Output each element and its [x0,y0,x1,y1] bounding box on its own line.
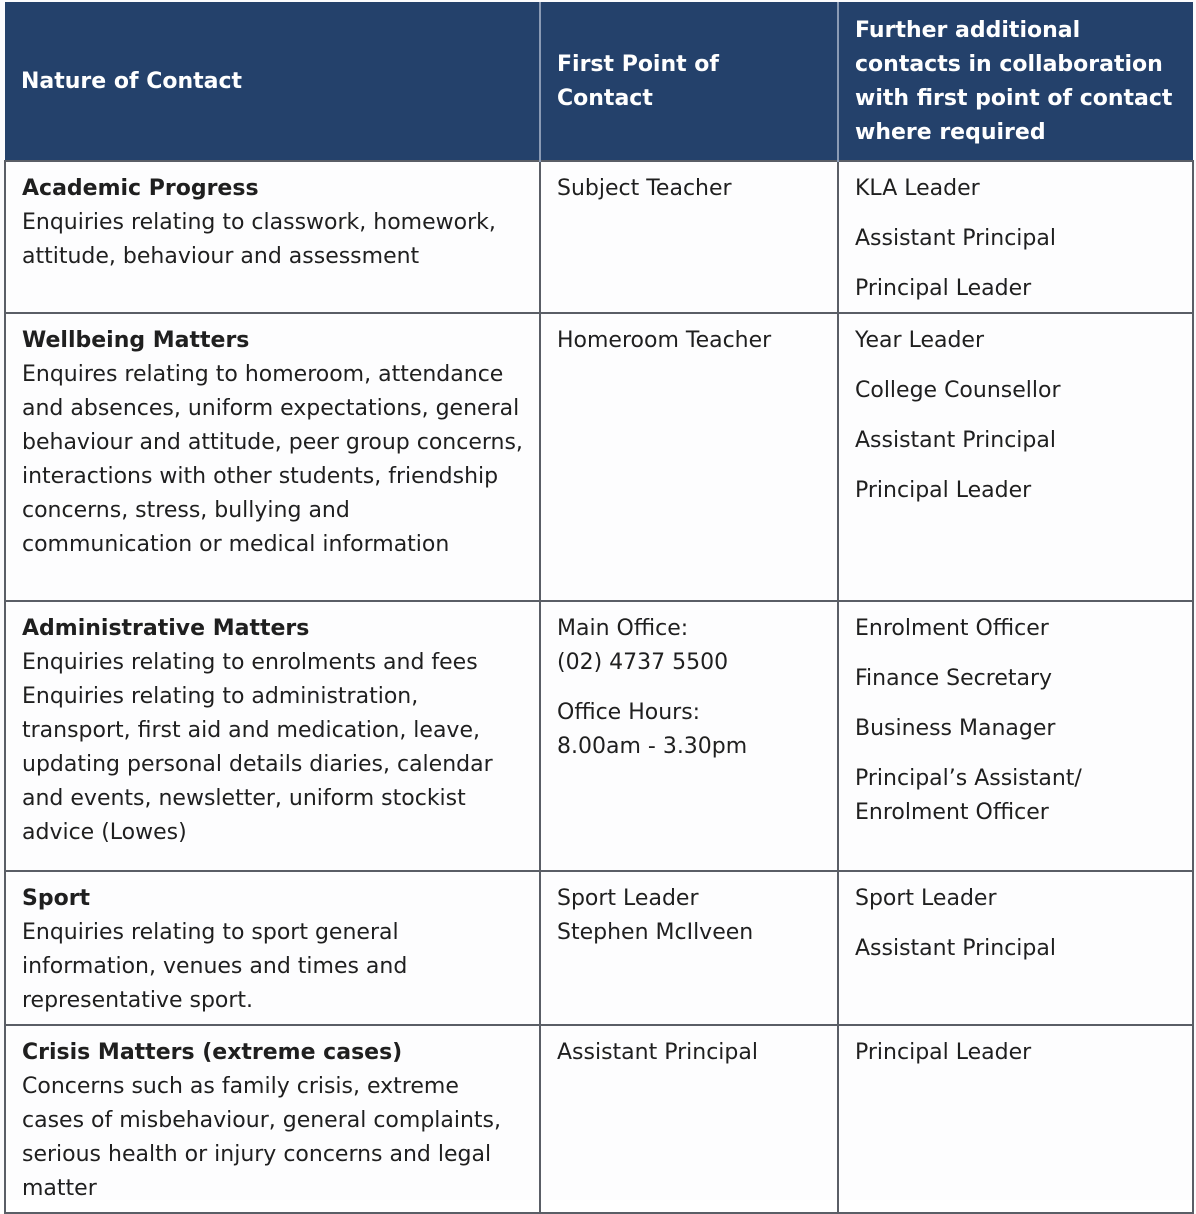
nature-cell [5,601,540,871]
further-contact: Principal Leader [855,478,1032,503]
header-nature-of-contact: Nature of Contact [5,2,540,161]
topic-title: Academic Progress [22,176,259,201]
first-contact-name: Stephen McIlveen [557,920,754,945]
topic-description-secondary: Enquiries relating to administration, transport, first aid and medication, leave, updating personal details diaries, calendar and events, newsletter, uniform stockist advice (Lowes) [22,684,493,845]
first-contact-hours: 8.00am - 3.30pm [557,734,748,759]
table-row [5,601,1193,871]
contact-table [4,2,1194,1214]
topic-title: Wellbeing Matters [22,328,250,353]
first-contact-cell [540,601,838,871]
further-contact: Principal’s Assistant/ Enrolment Officer [855,766,1082,825]
first-contact-office-label: Main Office: [557,616,689,641]
header-first-point-of-contact: First Point of Contact [540,2,838,161]
topic-description: Enquiries relating to classwork, homework, attitude, behaviour and assessment [22,210,496,269]
further-contact: Enrolment Officer [855,616,1049,641]
first-contact-cell [540,313,838,601]
nature-cell [5,161,540,313]
table-row [5,313,1193,601]
table-body [5,161,1193,1213]
table-row [5,1025,1193,1213]
first-contact: Sport Leader [557,886,699,911]
nature-cell [5,871,540,1025]
table-row [5,871,1193,1025]
further-contact: KLA Leader [855,176,980,201]
table-header [5,2,1193,161]
further-contact: Assistant Principal [855,428,1056,453]
topic-title: Sport [22,886,91,911]
nature-cell [5,313,540,601]
header-further-contacts: Further additional contacts in collaboration with first point of contact where required [838,2,1193,161]
further-contact: Assistant Principal [855,936,1056,961]
topic-description: Enquiries relating to enrolments and fees [22,650,478,675]
further-contact: College Counsellor [855,378,1061,403]
first-contact: Homeroom Teacher [557,328,772,353]
further-contact: Sport Leader [855,886,997,911]
further-contacts-cell [838,871,1193,1025]
first-contact: Assistant Principal [557,1040,758,1065]
first-contact-phone: (02) 4737 5500 [557,650,729,675]
first-contact-cell [540,871,838,1025]
topic-description: Enquires relating to homeroom, attendance and absences, uniform expectations, general behaviour and attitude, peer group concerns, interactions with other students, friendship concerns, stress, bullying and communication or medical information [22,362,523,557]
first-contact-cell [540,1025,838,1213]
topic-title: Crisis Matters (extreme cases) [22,1040,403,1065]
topic-description: Concerns such as family crisis, extreme cases of misbehaviour, general complaints, serious health or injury concerns and legal matter [22,1074,502,1201]
further-contacts-cell [838,601,1193,871]
further-contacts-cell [838,1025,1193,1213]
first-contact-cell [540,161,838,313]
table-row [5,161,1193,313]
nature-cell [5,1025,540,1213]
header-row [5,2,1193,161]
first-contact: Subject Teacher [557,176,732,201]
further-contact: Assistant Principal [855,226,1056,251]
topic-description: Enquiries relating to sport general information, venues and times and representative sport. [22,920,408,1013]
further-contacts-cell [838,313,1193,601]
first-contact-hours-label: Office Hours: [557,700,701,725]
topic-title: Administrative Matters [22,616,310,641]
further-contacts-cell [838,161,1193,313]
further-contact: Principal Leader [855,1040,1032,1065]
further-contact: Finance Secretary [855,666,1053,691]
further-contact: Year Leader [855,328,985,353]
further-contact: Principal Leader [855,276,1032,301]
further-contact: Business Manager [855,716,1056,741]
